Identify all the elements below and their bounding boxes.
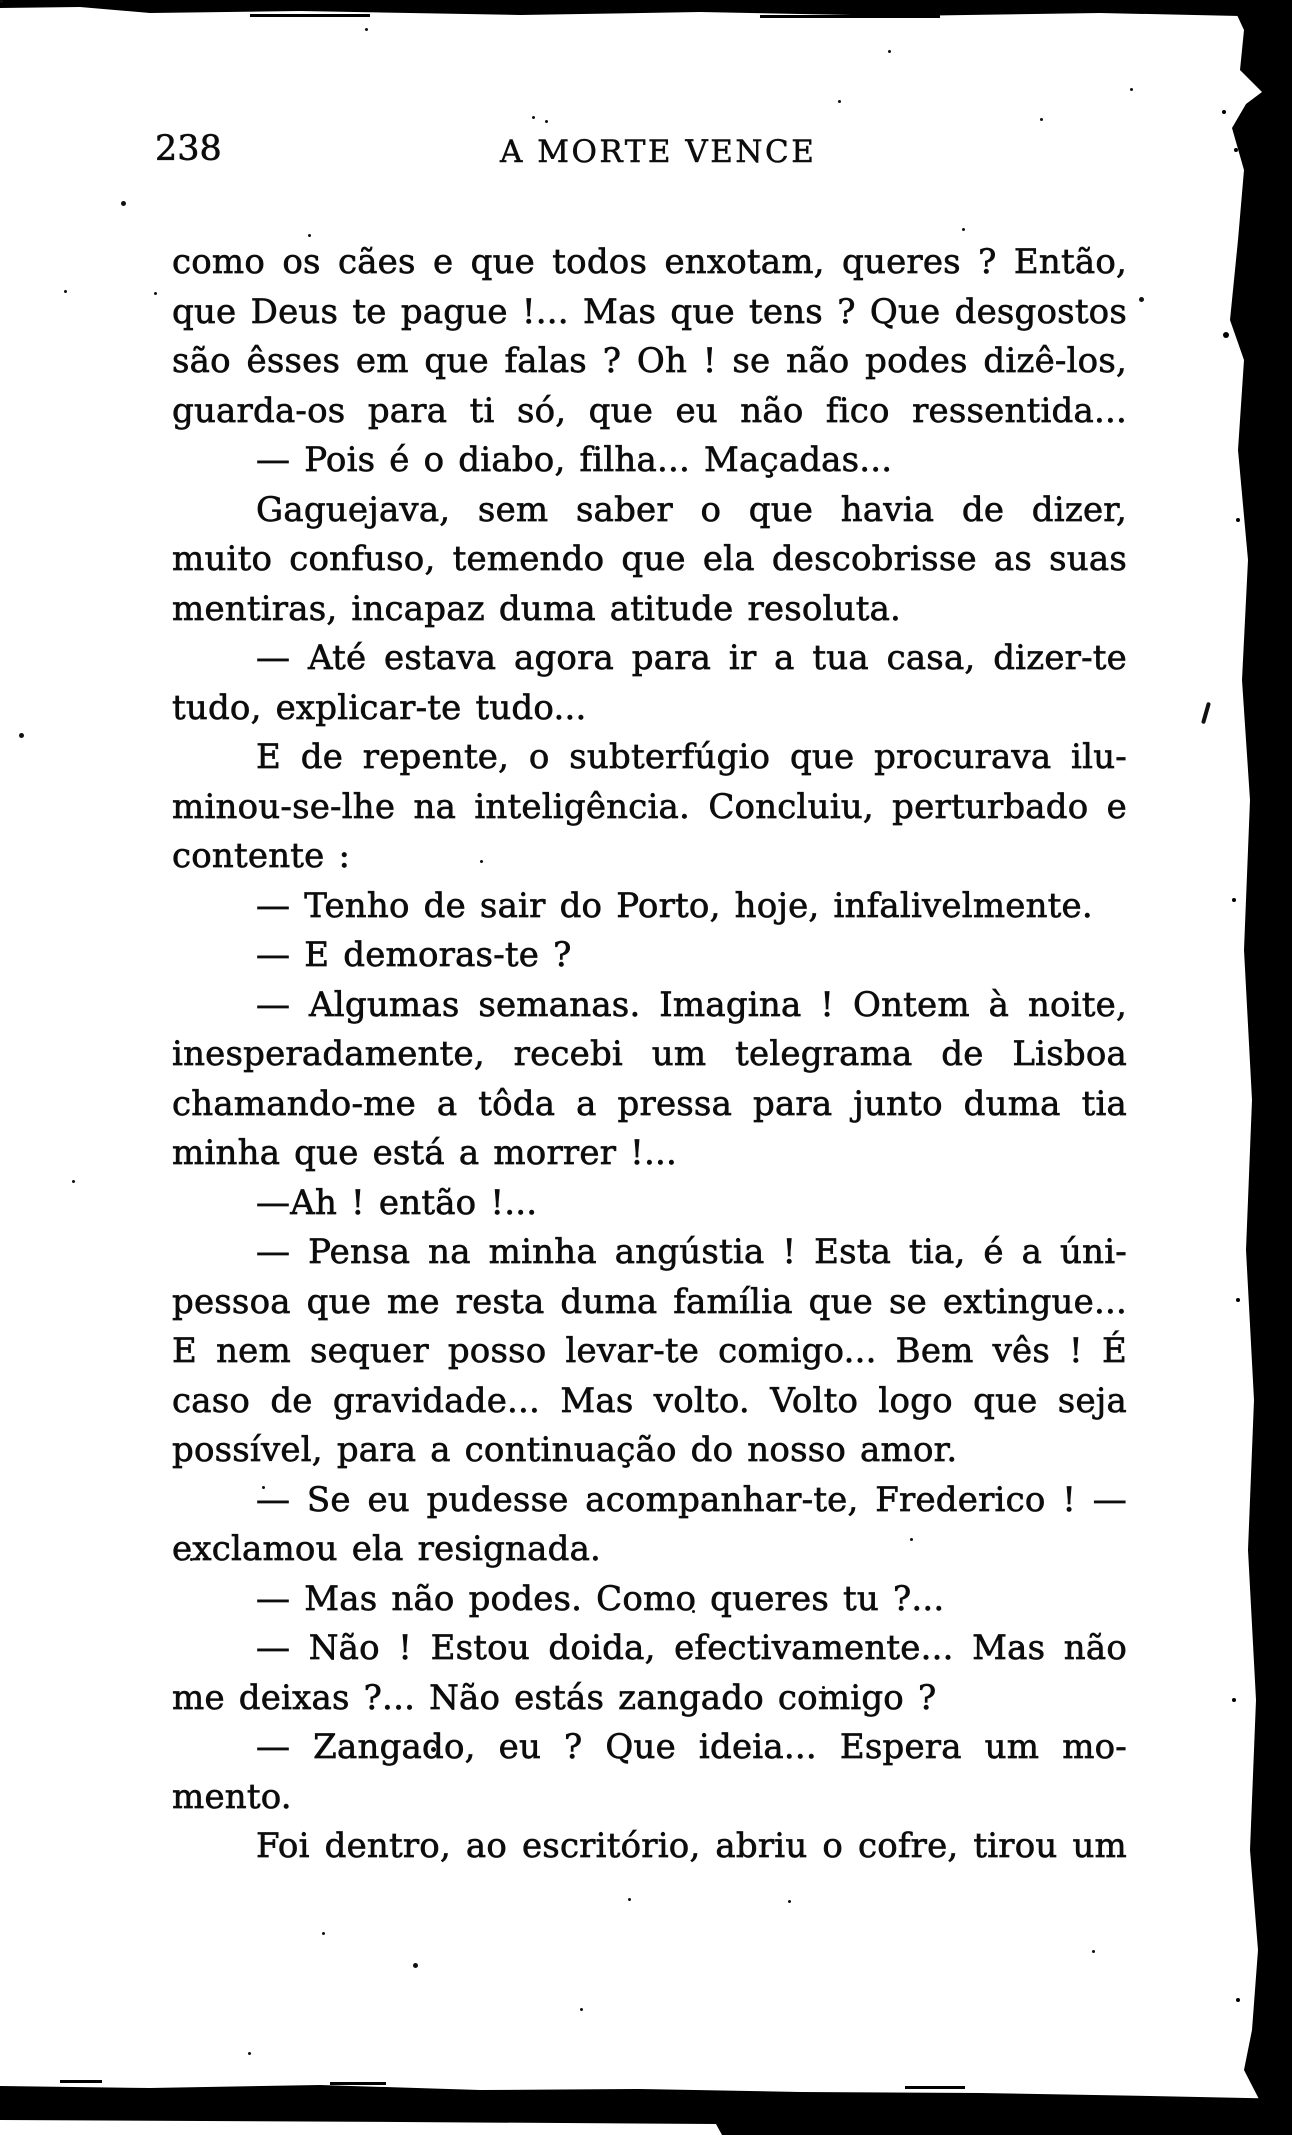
text-line: minou-se-lhe na inteligência. Concluiu, perturbado e	[172, 786, 1127, 827]
text-line: mento.	[172, 1776, 292, 1817]
text-line: Gaguejava, sem saber o que havia de dizer,	[256, 489, 1127, 530]
text-line: possível, para a continuação do nosso amor.	[172, 1430, 958, 1470]
text-line: contente :	[172, 836, 351, 876]
text-line: inesperadamente, recebi um telegrama de Lisboa	[172, 1034, 1127, 1074]
text-line: — E demoras-te ?	[256, 935, 572, 975]
text-line: caso de gravidade... Mas volto. Volto logo que seja	[172, 1380, 1127, 1421]
text-line: como os cães e que todos enxotam, queres ? Então,	[172, 242, 1127, 282]
text-line: — Tenho de sair do Porto, hoje, infalivelmente.	[256, 885, 1093, 926]
text-line: E nem sequer posso levar-te comigo... Bem vês ! É	[172, 1331, 1127, 1371]
body-text	[172, 238, 1127, 1872]
text-line: me deixas ?... Não estás zangado comigo ?	[172, 1677, 937, 1718]
text-line: tudo, explicar-te tudo...	[172, 687, 587, 728]
text-line: — Se eu pudesse acompanhar-te, Frederico ! —	[256, 1479, 1127, 1520]
text-line: Foi dentro, ao escritório, abriu o cofre, tirou um	[256, 1826, 1127, 1866]
text-line: pessoa que me resta duma família que se extingue...	[172, 1281, 1127, 1322]
text-line: muito confuso, temendo que ela descobrisse as suas	[172, 539, 1127, 579]
text-line: —Ah ! então !...	[256, 1182, 538, 1223]
text-line: minha que está a morrer !...	[172, 1133, 678, 1173]
text-line: que Deus te pague !... Mas que tens ? Que desgostos	[172, 291, 1127, 332]
scan-noise-specks	[0, 0, 3, 3]
text-line: chamando-me a tôda a pressa para junto duma tia	[172, 1083, 1127, 1124]
running-title: A MORTE VENCE	[500, 134, 817, 170]
text-line: — Pensa na minha angústia ! Esta tia, é a úni-	[256, 1232, 1127, 1272]
text-line: — Até estava agora para ir a tua casa, dizer-te	[256, 638, 1127, 678]
text-line: — Não ! Estou doida, efectivamente... Mas não	[256, 1628, 1127, 1668]
text-line: exclamou ela resignada.	[172, 1529, 602, 1569]
text-line: E de repente, o subterfúgio que procurava ilu-	[256, 737, 1127, 777]
page-number: 238	[155, 129, 222, 169]
text-line: — Zangado, eu ? Que ideia... Espera um mo-	[256, 1727, 1127, 1767]
text-line: — Algumas semanas. Imagina ! Ontem à noite,	[256, 984, 1127, 1025]
text-line: — Mas não podes. Como queres tu ?...	[256, 1578, 945, 1619]
text-line: mentiras, incapaz duma atitude resoluta.	[172, 588, 902, 629]
scan-slash-mark	[1201, 702, 1211, 724]
text-line: — Pois é o diabo, filha... Maçadas...	[256, 440, 893, 480]
scan-top-edge	[0, 0, 1292, 30]
text-line: guarda-os para ti só, que eu não fico ressentida...	[172, 390, 1127, 431]
text-line: são êsses em que falas ? Oh ! se não podes dizê-los,	[172, 341, 1127, 381]
